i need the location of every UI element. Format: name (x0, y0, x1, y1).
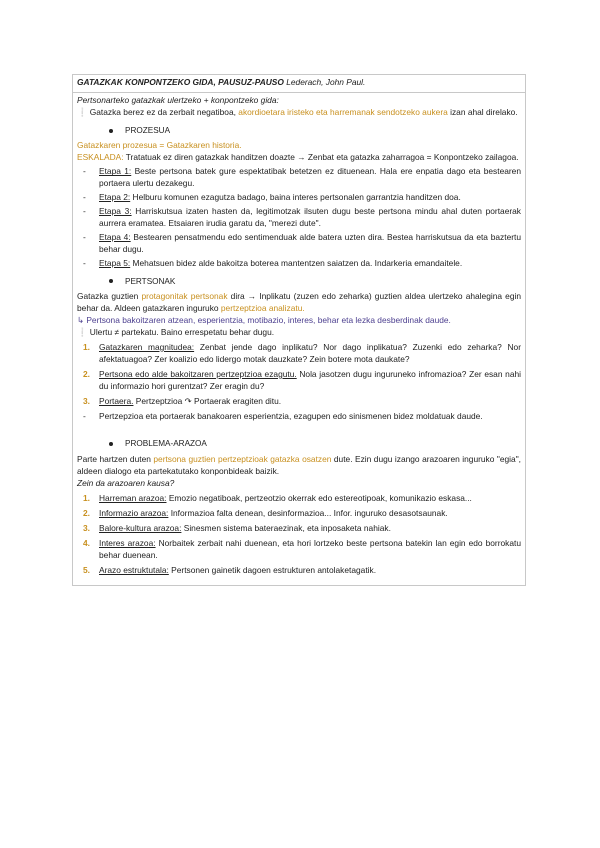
problema-paragraph: Parte hartzen duten pertsona guztien pertzeptzioak gatazka osatzen dute. Ezin dugu izango arazoaren inguruko "egia", aldeen dialogo eta partekatutako konponbideak baizik. (77, 454, 521, 477)
document-header (73, 75, 525, 93)
document-author: Lederach, John Paul. (283, 77, 366, 87)
problema-question: Zein da arazoaren kausa? (77, 477, 175, 488)
document-body (73, 93, 525, 586)
list-item: - Etapa 2: Helburu komunen ezagutza badago, baina interes pertsonalen garrantzia handitzen doa. (77, 192, 521, 204)
exclamation-icon: ❕ (77, 327, 88, 338)
intro-subtitle: Pertsonarteko gatazkak ulertzeko + konpontzeko gida: (77, 94, 279, 105)
problema-list (77, 493, 521, 577)
exclamation-icon: ❕ (77, 106, 88, 117)
eskalada-paragraph: ESKALADA: Tratatuak ez diren gatazkak handitzen doazte → Zenbat eta gatazka zaharragoa = Konpontzeko zailagoa. (77, 152, 519, 163)
list-item: - Etapa 1: Beste pertsona batek gure espektatibak betetzen ez dituenean. Hala ere enpatia dago eta bestearen portaera ulertu dezakegu. (77, 166, 521, 190)
bullet-icon (109, 279, 113, 283)
prozesua-line1: Gatazkaren prozesua = Gatazkaren historia. (77, 140, 242, 151)
list-item: 2. Informazio arazoa: Informazioa falta denean, desinformazioa... Infor. inguruko desasotsaunak. (83, 507, 448, 518)
section-problema-title: PROBLEMA-ARAZOA (109, 438, 521, 450)
list-item: - Etapa 5: Mehatsuen bidez alde bakoitza boterea mantentzen saiatzen da. Indarkeria emandaitele. (77, 258, 521, 270)
list-item: 4. Interes arazoa: Norbaitek zerbait nahi duenean, eta hori lortzeko beste pertsona batekin lan egin edo borrokatu behar duenean. (83, 537, 521, 560)
pertsonak-paragraph: Gatazka guztien protagonitak pertsonak dira → Inplikatu (zuzen edo zeharka) guztien aldea ulertzeko ahalegina egin behar da. Aldeen gatazkaren inguruko pertzeptzioa analizatu. (77, 291, 522, 314)
document-table (72, 74, 526, 586)
list-item: - Etapa 3: Harriskutsua izaten hasten da, legitimotzak ilsuten dugu beste pertsona mindu ahal duten portaerak aurrera eramatea. Etsaiaren irudia garatu da, "merezi dute". (77, 206, 521, 230)
list-item: - Pertzepzioa eta portaerak banakoaren esperientzia, ezagupen edo sinismenen bidez moldatuak daude. (77, 411, 521, 423)
section-pertsonak-title: PERTSONAK (109, 276, 521, 288)
list-item: 3. Balore-kultura arazoa: Sinesmen sistema bateraezinak, eta inposaketa nahiak. (83, 522, 391, 533)
pertsonak-arrow-line: ↳ Pertsona bakoitzaren atzean, esperientzia, motibazio, interes, behar eta lezka desberdinak daude. (77, 315, 451, 326)
list-item: 2. Pertsona edo alde bakoitzaren pertzeptzioa ezagutu. Nola jasotzen dugu inguruneko infromazioa? Zer esan nahi du informazio hori gurentzat? Zer eragin du? (83, 368, 521, 391)
list-item: - Etapa 4: Bestearen pensatmendu edo sentimenduak alde batera uzten dira. Bestea harriskutsua da eta baztertu behar dugu. (77, 232, 521, 256)
list-item: 1. Gatazkaren magnitudea: Zenbat jende dago inplikatu? Nor dago inplikatua? Zuzenki edo zeharka? Nor afektatuagoa? Zer koalizio edo lidergo motak dauzkate? Zein botere mota daukate? (83, 341, 521, 364)
etapa-list (77, 166, 521, 269)
pertsonak-excl-line: ❕ Ulertu ≠ partekatu. Baino errespetatu behar dugu. (77, 327, 275, 338)
bullet-icon (109, 129, 113, 133)
list-item: 5. Arazo estruktutala: Pertsonen gainetik dagoen estrukturen antolaketagatik. (83, 564, 377, 575)
section-prozesua-title: PROZESUA (109, 125, 521, 137)
pertsonak-dash-list (77, 411, 521, 423)
intro-highlight: akordioetara iristeko eta harremanak sendotzeko aukera (238, 106, 448, 117)
pertsonak-list (77, 342, 521, 408)
list-item: 1. Harreman arazoa: Emozio negatiboak, pertzeotzio okerrak edo estereotipoak, komunikazio eskasa... (83, 492, 472, 503)
eskalada-label: ESKALADA: (77, 152, 124, 163)
document-title: GATAZKAK KONPONTZEKO GIDA, PAUSUZ-PAUSO (77, 77, 284, 87)
list-item: 3. Portaera. Pertzeptzioa ↷ Portaerak eragiten ditu. (83, 395, 282, 406)
intro-paragraph: ❕ Gatazka berez ez da zerbait negatiboa, akordioetara iristeko eta harremanak sendotzeko aukera izan ahal direlako. (77, 106, 518, 117)
bullet-icon (109, 442, 113, 446)
